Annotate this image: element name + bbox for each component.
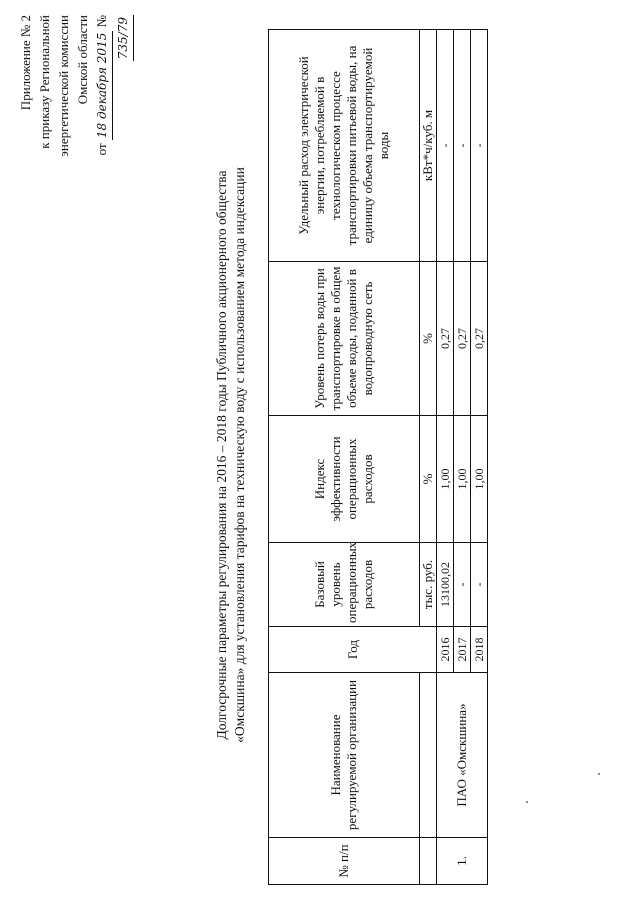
- header-efficiency-index: Индекс эффективности операционных расходов: [269, 416, 420, 543]
- row-number: 1.: [437, 838, 488, 885]
- date-prefix: от: [94, 143, 109, 156]
- header-water-loss: Уровень потерь воды при транспортировке в общем объеме воды, поданной в водопроводную сеть: [269, 262, 420, 416]
- document-title: [213, 95, 249, 815]
- cell-base: -: [471, 543, 488, 627]
- title-line-1: Долгосрочные параметры регулирования на 2016 – 2018 годы Публичного акционерного общества: [214, 170, 229, 740]
- table-row: [437, 30, 454, 885]
- cell-base: -: [454, 543, 471, 627]
- cell-year: 2016: [437, 627, 454, 673]
- cell-index: 1,00: [454, 416, 471, 543]
- cell-year: 2018: [471, 627, 488, 673]
- appendix-line-2: к приказу Региональной: [37, 15, 52, 149]
- header-org: Наименование регулируемой организации: [269, 673, 420, 838]
- appendix-line-3: энергетической комиссии: [56, 15, 71, 157]
- scan-speck: [598, 773, 600, 775]
- number-prefix: №: [94, 15, 109, 28]
- units-row: [420, 30, 437, 885]
- header-energy-consumption: Удельный расход электрической энергии, потребляемой в технологическом процессе транспортировки питьевой воды, на единицу объема транспортируемой воды: [269, 30, 420, 262]
- organization-name: ПАО «Омскшина»: [437, 673, 488, 838]
- unit-loss: %: [420, 262, 437, 416]
- handwritten-order-number: 735/79: [114, 15, 134, 61]
- header-year: Год: [269, 627, 437, 673]
- unit-org-empty: [420, 673, 437, 838]
- unit-energy: кВт*ч/куб. м: [420, 30, 437, 262]
- cell-year: 2017: [454, 627, 471, 673]
- unit-index: %: [420, 416, 437, 543]
- cell-loss: 0,27: [471, 262, 488, 416]
- cell-index: 1,00: [437, 416, 454, 543]
- handwritten-date: 18 декабря 2015: [93, 31, 113, 140]
- appendix-line-4: Омской области: [75, 15, 90, 105]
- header-base-opex: Базовый уровень операционных расходов: [269, 543, 420, 627]
- appendix-line-1: Приложение № 2: [18, 15, 33, 111]
- appendix-date-line: [92, 15, 134, 185]
- title-line-2: «Омскшина» для установления тарифов на техническую воду с использованием метода индексации: [232, 167, 247, 743]
- header-row: [269, 30, 420, 885]
- parameters-table: [268, 29, 488, 885]
- header-num: № п/п: [269, 838, 420, 885]
- appendix-header: [16, 15, 134, 185]
- scan-speck: [526, 801, 528, 803]
- cell-energy: -: [437, 30, 454, 262]
- cell-loss: 0,27: [437, 262, 454, 416]
- unit-num-empty: [420, 838, 437, 885]
- cell-loss: 0,27: [454, 262, 471, 416]
- cell-index: 1,00: [471, 416, 488, 543]
- cell-energy: -: [471, 30, 488, 262]
- cell-base: 13100,02: [437, 543, 454, 627]
- unit-base: тыс. руб.: [420, 543, 437, 627]
- cell-energy: -: [454, 30, 471, 262]
